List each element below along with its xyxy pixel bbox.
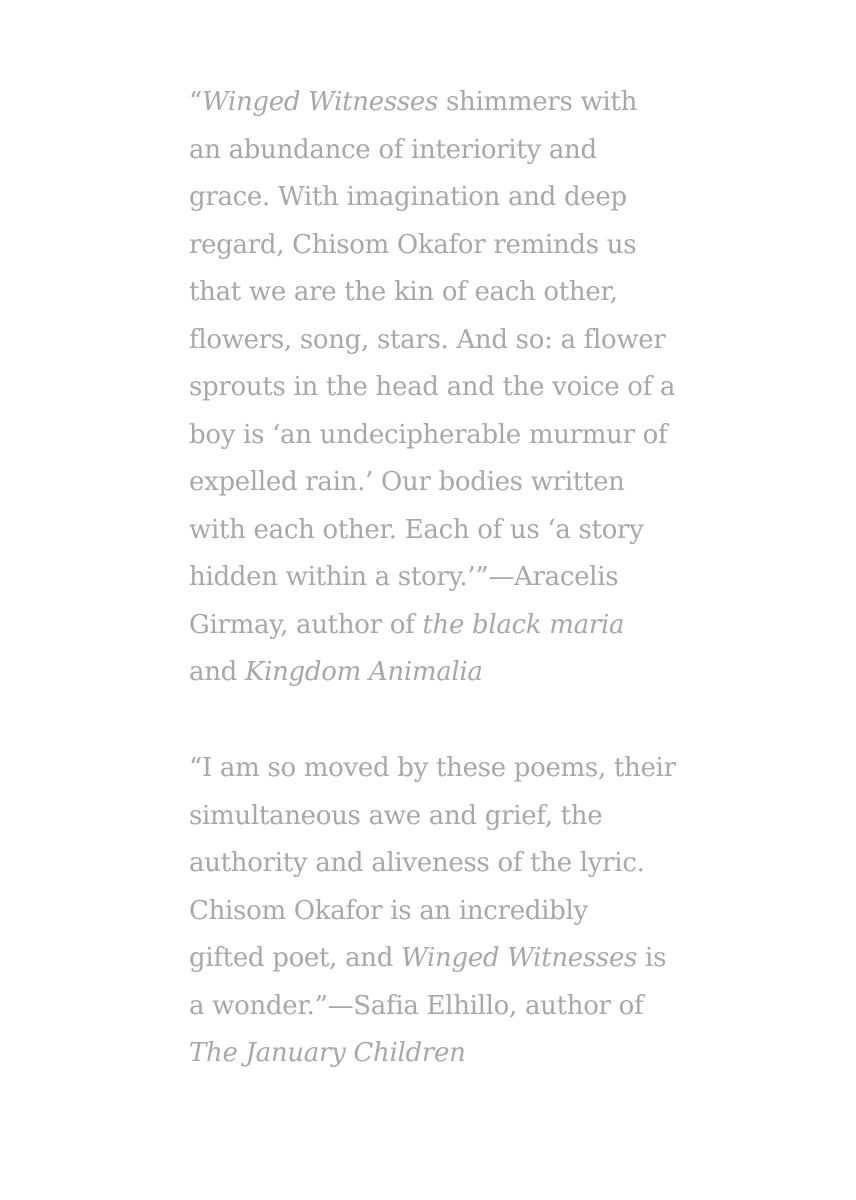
quote-text: an abundance of interiority and — [189, 134, 597, 165]
blurb-line — [189, 793, 689, 841]
blurb-line — [189, 459, 689, 507]
book-title-text: Winged Witnesses — [202, 87, 439, 117]
quote-text: flowers, song, stars. And so: a flower — [189, 324, 666, 355]
quote-text: shimmers with — [438, 87, 638, 117]
blurb-line — [189, 554, 689, 602]
blurb-line — [189, 412, 689, 460]
blurb-safia-elhillo — [189, 745, 689, 1078]
quote-text: Chisom Okafor is an incredibly — [189, 895, 588, 926]
blurb-line — [189, 602, 689, 650]
blurb-aracelis-girmay — [189, 79, 689, 697]
book-title-text: Kingdom Animalia — [244, 657, 483, 687]
quote-text: sprouts in the head and the voice of a — [189, 372, 676, 402]
quote-text: that we are the kin of each other, — [189, 277, 618, 307]
quote-text: “I am so moved by these poems, their — [189, 753, 676, 783]
quote-text: is — [637, 943, 667, 973]
quote-text: and — [189, 657, 245, 687]
blurb-line — [189, 364, 689, 412]
quote-text: a wonder.”—Safia Elhillo, author of — [189, 990, 644, 1021]
blurb-line — [189, 745, 689, 793]
blurb-line — [189, 649, 689, 697]
quote-text: regard, Chisom Okafor reminds us — [189, 229, 637, 260]
quote-text: with each other. Each of us ‘a story — [189, 514, 644, 545]
book-title-text: Winged Witnesses — [401, 943, 638, 973]
quote-text: gifted poet, and — [189, 943, 402, 973]
quote-text: expelled rain.’ Our bodies written — [189, 467, 625, 497]
blurb-line — [189, 222, 689, 270]
blurb-line — [189, 507, 689, 555]
book-title-text: The January Children — [189, 1038, 466, 1068]
blurb-line — [189, 174, 689, 222]
blurb-line — [189, 888, 689, 936]
quote-text: authority and aliveness of the lyric. — [189, 848, 645, 878]
book-title-text: the black maria — [422, 609, 625, 640]
quote-text: “ — [189, 87, 202, 117]
blurb-line — [189, 1030, 689, 1078]
blurb-line — [189, 983, 689, 1031]
blurb-line — [189, 269, 689, 317]
quote-text: Girmay, author of — [189, 609, 423, 640]
quote-text: grace. With imagination and deep — [189, 182, 627, 212]
quote-text: boy is ‘an undecipherable murmur of — [189, 419, 668, 450]
blurb-line — [189, 317, 689, 365]
blurb-line — [189, 935, 689, 983]
blurb-line — [189, 127, 689, 175]
blurb-line — [189, 840, 689, 888]
quote-text: simultaneous awe and grief, the — [189, 800, 603, 831]
blurb-line — [189, 79, 689, 127]
quote-text: hidden within a story.’”—Aracelis — [189, 562, 619, 592]
